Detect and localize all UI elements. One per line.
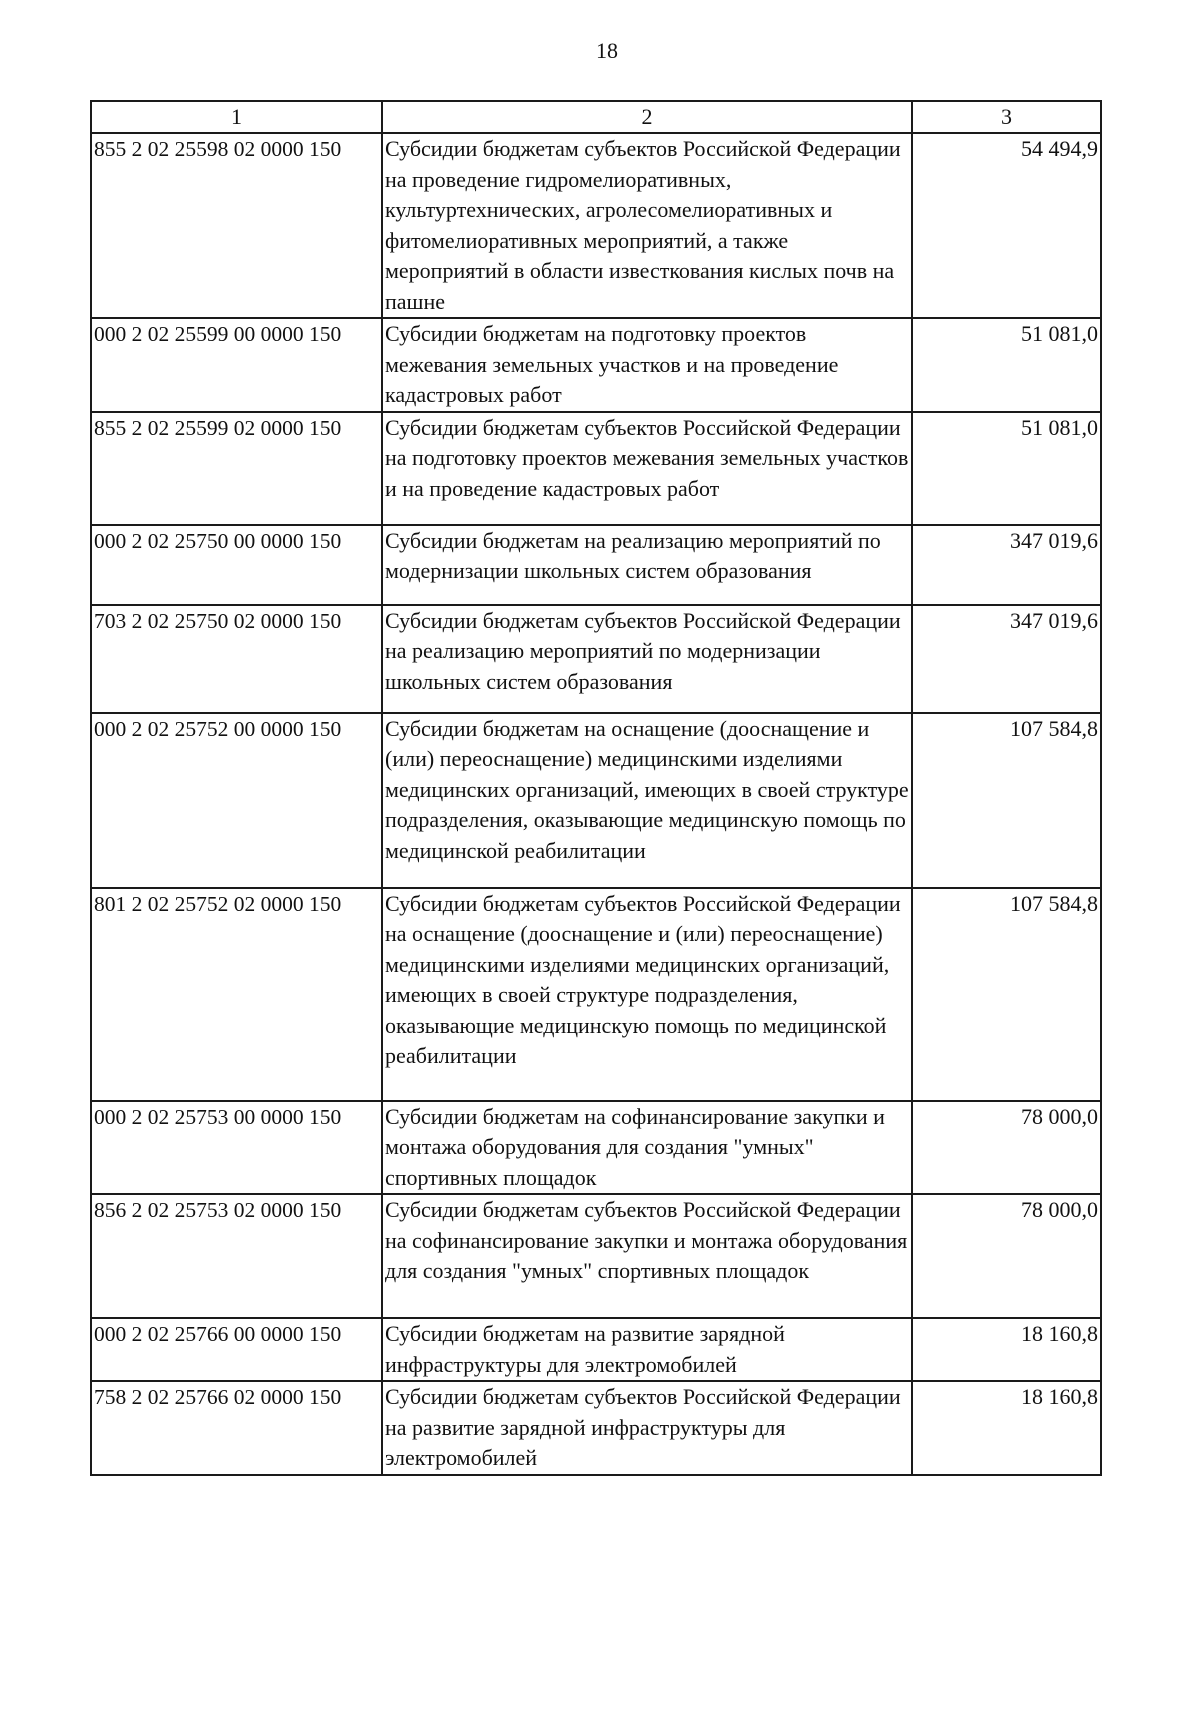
column-header-name: 2 (382, 101, 912, 133)
table-row (91, 713, 1101, 888)
table-row (91, 1318, 1101, 1381)
table-row (91, 1194, 1101, 1318)
income-name-cell: Субсидии бюджетам субъектов Российской Федерации на реализацию мероприятий по модернизации школьных систем образования (382, 605, 912, 713)
table-row (91, 318, 1101, 412)
budget-code-cell: 855 2 02 25599 02 0000 150 (91, 412, 382, 525)
amount-cell: 347 019,6 (912, 525, 1101, 605)
table-row (91, 525, 1101, 605)
table-row (91, 888, 1101, 1101)
amount-cell: 347 019,6 (912, 605, 1101, 713)
budget-code-cell: 000 2 02 25766 00 0000 150 (91, 1318, 382, 1381)
budget-code-cell: 000 2 02 25752 00 0000 150 (91, 713, 382, 888)
budget-code-cell: 000 2 02 25753 00 0000 150 (91, 1101, 382, 1195)
budget-code-cell: 703 2 02 25750 02 0000 150 (91, 605, 382, 713)
income-name-cell: Субсидии бюджетам субъектов Российской Федерации на развитие зарядной инфраструктуры для электромобилей (382, 1381, 912, 1475)
budget-code-cell: 000 2 02 25599 00 0000 150 (91, 318, 382, 412)
budget-code-cell: 855 2 02 25598 02 0000 150 (91, 133, 382, 318)
amount-cell: 18 160,8 (912, 1318, 1101, 1381)
budget-code-cell: 000 2 02 25750 00 0000 150 (91, 525, 382, 605)
income-name-cell: Субсидии бюджетам на реализацию мероприятий по модернизации школьных систем образования (382, 525, 912, 605)
budget-code-cell: 856 2 02 25753 02 0000 150 (91, 1194, 382, 1318)
column-header-code: 1 (91, 101, 382, 133)
table-row (91, 412, 1101, 525)
table-header-row (91, 101, 1101, 133)
income-name-cell: Субсидии бюджетам на софинансирование закупки и монтажа оборудования для создания "умных" спортивных площадок (382, 1101, 912, 1195)
amount-cell: 51 081,0 (912, 412, 1101, 525)
column-header-amount: 3 (912, 101, 1101, 133)
amount-cell: 18 160,8 (912, 1381, 1101, 1475)
amount-cell: 107 584,8 (912, 888, 1101, 1101)
table-row (91, 605, 1101, 713)
budget-table (90, 100, 1102, 1476)
page-number: 18 (596, 38, 618, 63)
budget-code-cell: 758 2 02 25766 02 0000 150 (91, 1381, 382, 1475)
income-name-cell: Субсидии бюджетам на подготовку проектов межевания земельных участков и на проведение кадастровых работ (382, 318, 912, 412)
amount-cell: 78 000,0 (912, 1101, 1101, 1195)
income-name-cell: Субсидии бюджетам на развитие зарядной инфраструктуры для электромобилей (382, 1318, 912, 1381)
budget-code-cell: 801 2 02 25752 02 0000 150 (91, 888, 382, 1101)
income-name-cell: Субсидии бюджетам субъектов Российской Федерации на оснащение (дооснащение и (или) переоснащение) медицинскими изделиями медицинских организаций, имеющих в своей структуре подразделения, оказывающие медицинскую помощь по медицинской реабилитации (382, 888, 912, 1101)
table-row (91, 1381, 1101, 1475)
amount-cell: 51 081,0 (912, 318, 1101, 412)
amount-cell: 107 584,8 (912, 713, 1101, 888)
amount-cell: 78 000,0 (912, 1194, 1101, 1318)
table-row (91, 133, 1101, 318)
income-name-cell: Субсидии бюджетам субъектов Российской Федерации на подготовку проектов межевания земельных участков и на проведение кадастровых работ (382, 412, 912, 525)
table-row (91, 1101, 1101, 1195)
income-name-cell: Субсидии бюджетам субъектов Российской Федерации на проведение гидромелиоративных, культуртехнических, агролесомелиоративных и фитомелиоративных мероприятий, а также мероприятий в области известкования кислых почв на пашне (382, 133, 912, 318)
income-name-cell: Субсидии бюджетам субъектов Российской Федерации на софинансирование закупки и монтажа оборудования для создания "умных" спортивных площадок (382, 1194, 912, 1318)
amount-cell: 54 494,9 (912, 133, 1101, 318)
income-name-cell: Субсидии бюджетам на оснащение (дооснащение и (или) переоснащение) медицинскими изделиями медицинских организаций, имеющих в своей структуре подразделения, оказывающие медицинскую помощь по медицинской реабилитации (382, 713, 912, 888)
